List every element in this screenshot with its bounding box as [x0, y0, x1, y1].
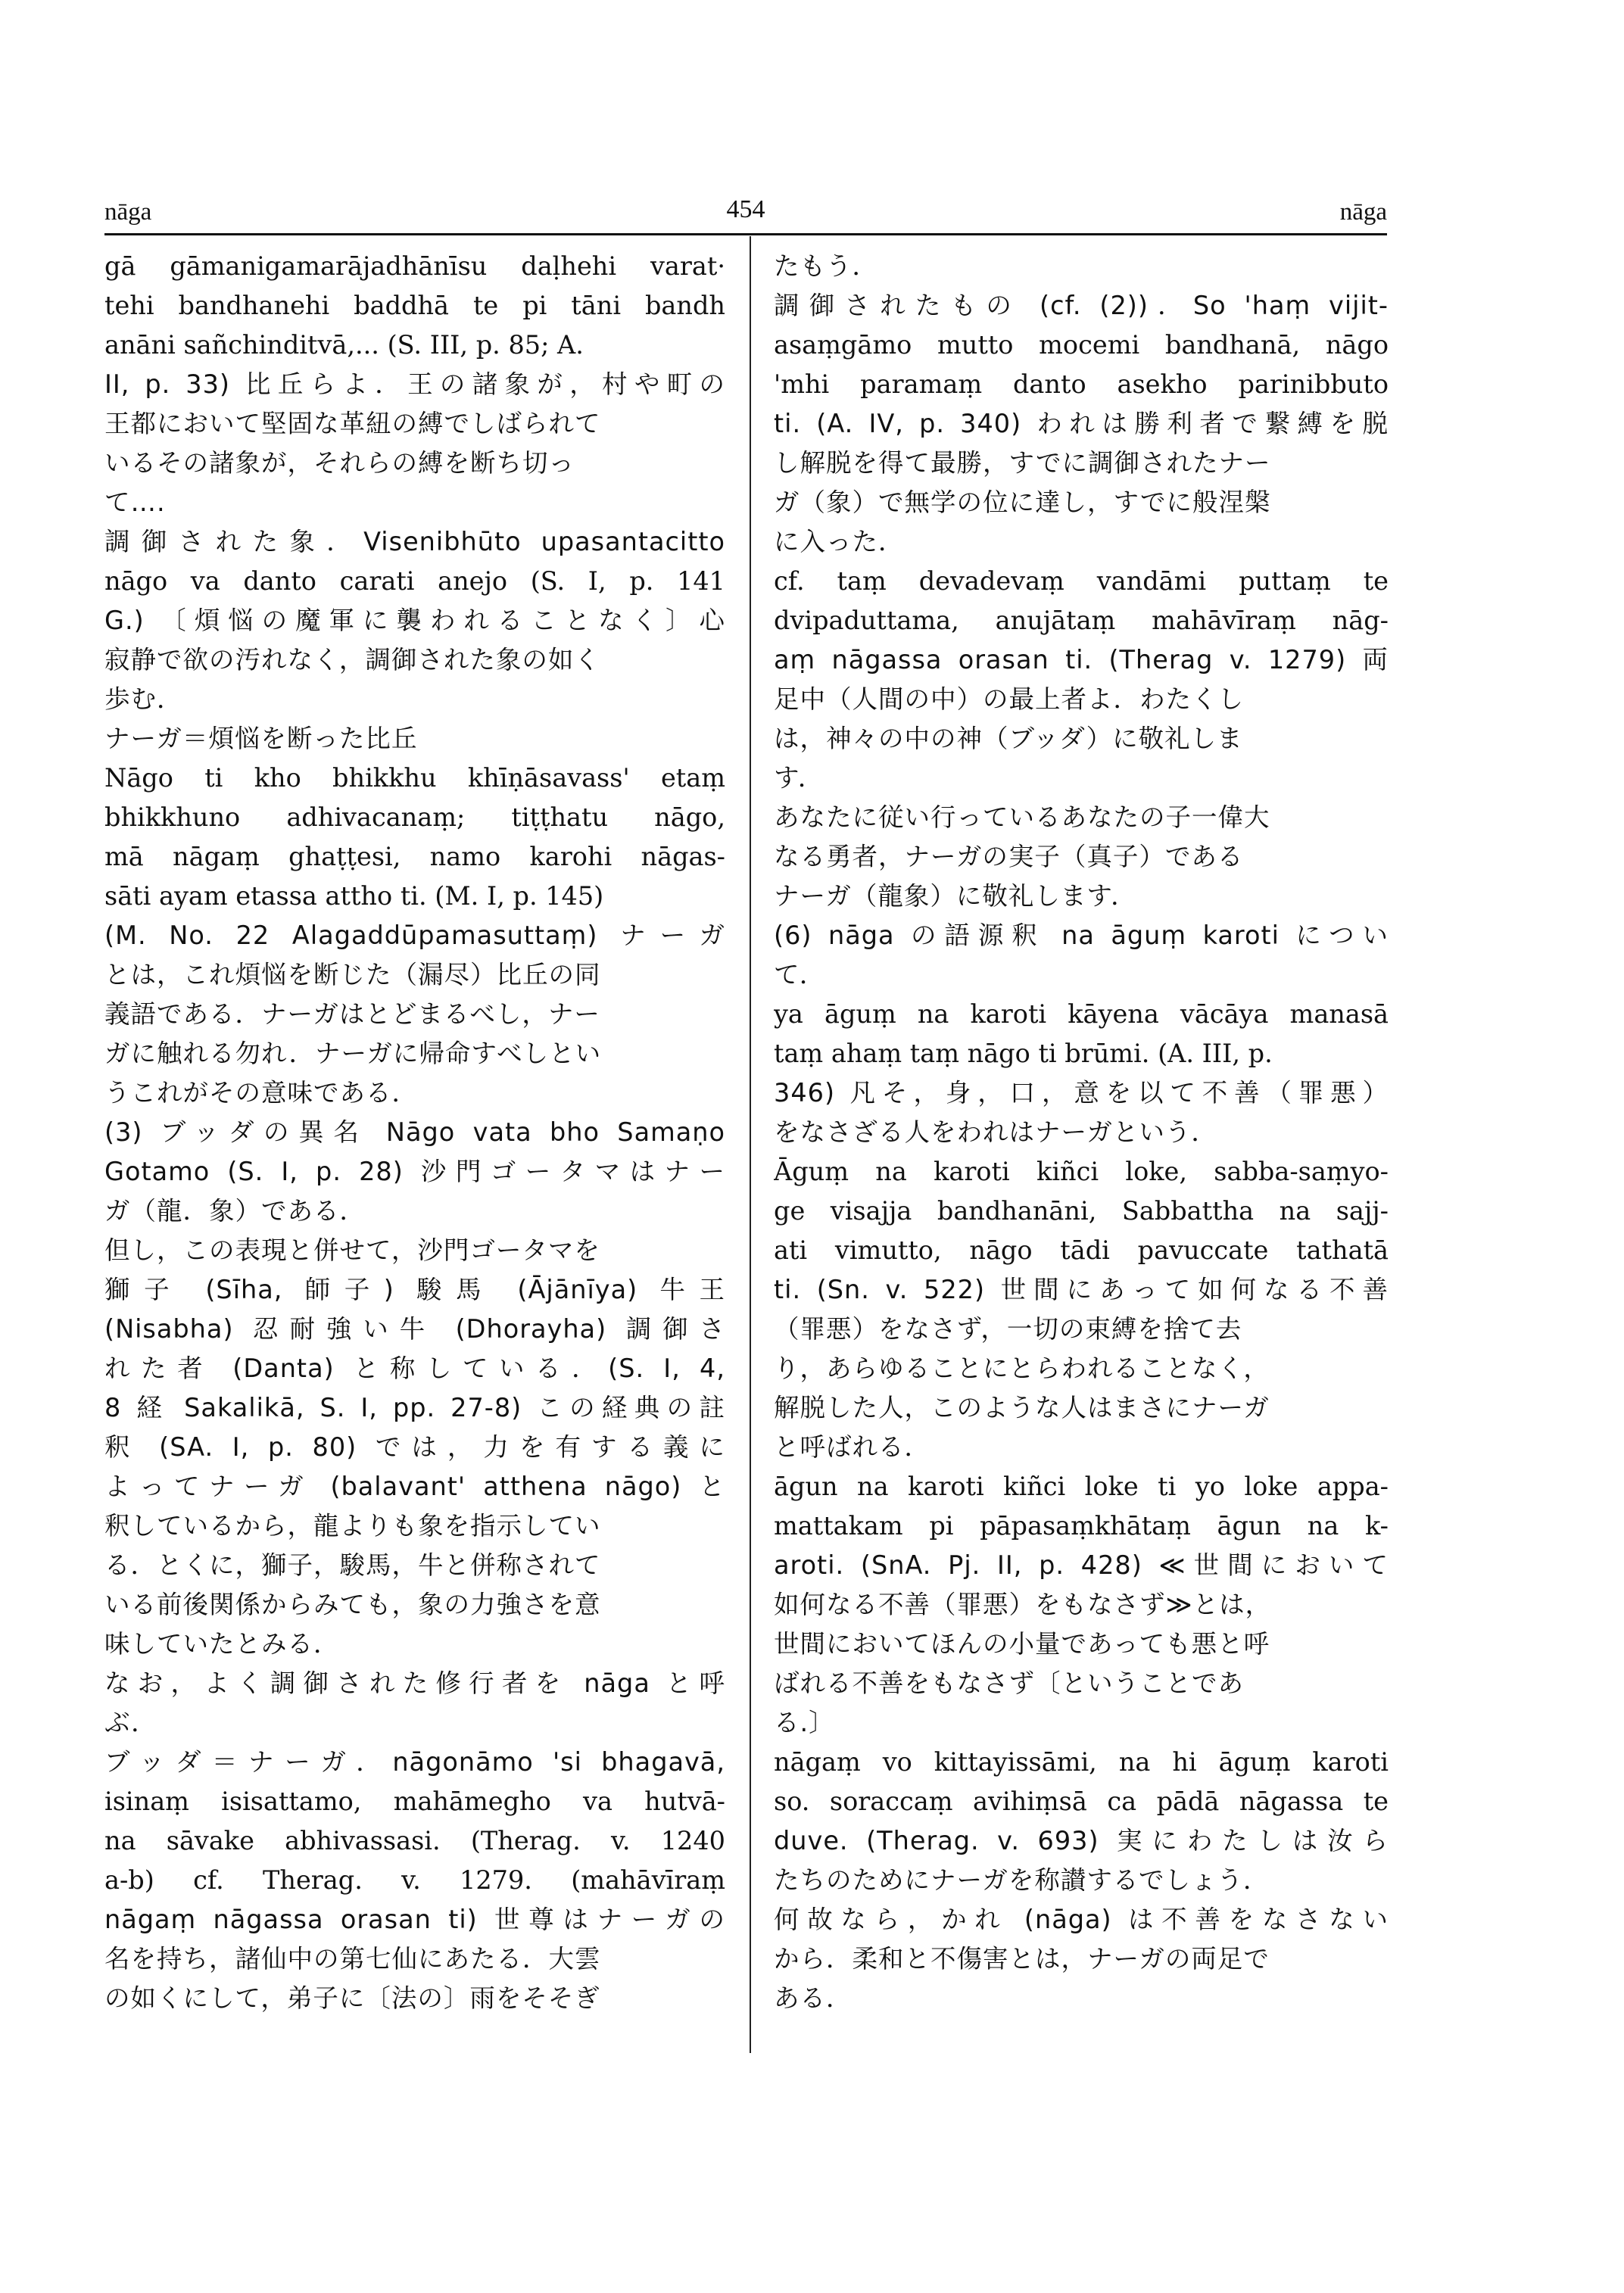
- right-column-line: は，神々の中の神（ブッダ）に敬礼しま: [774, 724, 1243, 753]
- page-number: 454: [726, 195, 765, 223]
- right-column-line: をなさざる人をわれはナーガという．: [774, 1117, 1217, 1147]
- left-column-line: て….: [104, 488, 166, 517]
- left-column-line: ガに触れる勿れ．ナーガに帰命すべしとい: [104, 1039, 602, 1068]
- right-column-line: 'mhi paramaṃ danto asekho parinibbuto: [774, 369, 1389, 399]
- right-column-line: duve. (Therag. v. 693) 実にわたしは汝ら: [774, 1826, 1389, 1855]
- left-column-line: なお，よく調御された修行者を nāga と呼: [104, 1668, 725, 1698]
- left-column-line: nāgo va danto carati anejo (S. I, p. 141: [104, 566, 725, 596]
- left-column: [104, 247, 725, 2018]
- left-column-line: 義語である．ナーガはとどまるべし，ナー: [104, 999, 600, 1029]
- left-column-line: ガ（龍．象）である．: [104, 1196, 366, 1226]
- right-column: [774, 247, 1389, 2018]
- right-column-line: ばれる不善をもなさず〔ということであ: [774, 1668, 1244, 1698]
- column-divider: [750, 236, 751, 2053]
- right-column-line: asaṃgāmo mutto mocemi bandhanā, nāgo: [774, 330, 1389, 360]
- left-column-line: いるその諸象が，それらの縛を断ち切っ: [104, 448, 575, 478]
- left-column-line: とは，これ煩悩を断じた（漏尽）比丘の同: [104, 960, 601, 989]
- left-column-line: Nāgo ti kho bhikkhu khīṇāsavass' etaṃ: [104, 763, 725, 793]
- right-column-line: 世間においてほんの小量であっても悪と呼: [774, 1629, 1270, 1659]
- right-column-line: ti. (A. IV, p. 340) われは勝利者で繋縛を脱: [774, 409, 1389, 438]
- right-column-line: aroti. (SnA. Pj. II, p. 428) ≪世間において: [774, 1550, 1389, 1580]
- left-column-line: anāni sañchinditvā,... (S. III, p. 85; A.: [104, 330, 584, 360]
- left-column-line: tehi bandhanehi baddhā te pi tāni bandh: [104, 291, 725, 320]
- left-column-line: gā gāmanigamarājadhānīsu daḷhehi varat·: [104, 251, 725, 281]
- running-head-left: nāga: [104, 198, 152, 226]
- left-column-line: 獅子 (Sīha, 師子) 駿馬 (Ājānīya) 牛王: [104, 1275, 725, 1304]
- left-column-line: れた者 (Danta) と称している．(S. I, 4,: [104, 1354, 725, 1383]
- right-column-line: 346) 凡そ，身，口，意を以て不善（罪悪）: [774, 1078, 1389, 1108]
- left-column-line: る．とくに，獅子，駿馬，牛と併称されて: [104, 1550, 601, 1580]
- right-column-line: 解脱した人，このような人はまさにナーガ: [774, 1393, 1270, 1422]
- right-column-line: たもう．: [774, 251, 878, 281]
- left-column-line: 調御された象．Visenibhūto upasantacitto: [104, 527, 725, 556]
- left-column-line: mā nāgaṃ ghaṭṭesi, namo karohi nāgas-: [104, 842, 725, 871]
- right-column-line: たちのためにナーガを称讃するでしょう．: [774, 1865, 1270, 1895]
- left-column-line: よってナーガ (balavant' atthena nāgo) と: [104, 1472, 725, 1501]
- left-column-line: 寂静で欲の汚れなく，調御された象の如く: [104, 645, 600, 675]
- left-column-line: II, p. 33) 比丘らよ．王の諸象が，村や町の: [104, 369, 725, 399]
- right-column-line: （罪悪）をなさず，一切の束縛を捨て去: [774, 1314, 1242, 1344]
- right-column-line: 調御されたもの (cf. (2))．So 'haṃ vijit-: [774, 291, 1389, 320]
- left-column-line: ぶ．: [104, 1708, 157, 1737]
- left-column-line: G.) 〔煩悩の魔軍に襲われることなく〕心: [104, 606, 725, 635]
- right-column-line: ge visajja bandhanāni, Sabbattha na sajj-: [774, 1196, 1389, 1226]
- right-column-line: し解脱を得て最勝，すでに調御されたナー: [774, 448, 1271, 478]
- left-column-line: 味していたとみる．: [104, 1629, 340, 1659]
- left-column-line: ナーガ＝煩悩を断った比丘: [104, 724, 418, 753]
- left-column-line: isinaṃ isisattamo, mahāmegho va hutvā-: [104, 1787, 725, 1816]
- left-column-line: 歩む．: [104, 684, 183, 714]
- right-column-line: cf. taṃ devadevaṃ vandāmi puttaṃ te: [774, 566, 1389, 596]
- left-column-line: いる前後関係からみても，象の力強さを意: [104, 1590, 601, 1619]
- right-column-line: (6) nāga の語源釈 na āguṃ karoti につい: [774, 921, 1389, 950]
- left-column-line: 王都において堅固な革紐の縛でしばられて: [104, 409, 601, 438]
- left-column-line: bhikkhuno adhivacanaṃ; tiṭṭhatu nāgo,: [104, 802, 725, 832]
- left-column-line: の如くにして，弟子に〔法の〕雨をそそぎ: [104, 1983, 600, 2013]
- page-header: [104, 191, 1387, 236]
- right-column-line: aṃ nāgassa orasan ti. (Therag v. 1279) 両: [774, 645, 1389, 675]
- right-column-line: り，あらゆることにとらわれることなく，: [774, 1354, 1270, 1383]
- right-column-line: nāgaṃ vo kittayissāmi, na hi āguṃ karoti: [774, 1747, 1389, 1777]
- right-column-line: す．: [774, 763, 824, 793]
- right-column-line: ti. (Sn. v. 522) 世間にあって如何なる不善: [774, 1275, 1389, 1304]
- right-column-line: に入った．: [774, 527, 905, 556]
- left-column-line: (3) ブッダの異名 Nāgo vata bho Samaṇo: [104, 1117, 725, 1147]
- left-column-line: a-b) cf. Therag. v. 1279. (mahāvīraṃ: [104, 1865, 725, 1895]
- right-column-line: ati vimutto, nāgo tādi pavuccate tathatā: [774, 1235, 1389, 1265]
- left-column-line: 8 経 Sakalikā, S. I, pp. 27-8) この経典の註: [104, 1393, 725, 1422]
- left-column-line: sāti ayam etassa attho ti. (M. I, p. 145): [104, 881, 604, 911]
- right-column-line: āgun na karoti kiñci loke ti yo loke appa-: [774, 1472, 1389, 1501]
- left-column-line: (M. No. 22 Alagaddūpamasuttaṃ) ナーガ: [104, 921, 725, 950]
- left-column-line: うこれがその意味である．: [104, 1078, 418, 1108]
- right-column-line: から．柔和と不傷害とは，ナーガの両足で: [774, 1944, 1270, 1974]
- right-column-line: なる勇者，ナーガの実子（真子）である: [774, 842, 1244, 871]
- left-column-line: ブッダ＝ナーガ．nāgonāmo 'si bhagavā,: [104, 1747, 725, 1777]
- left-column-line: na sāvake abhivassasi. (Therag. v. 1240: [104, 1826, 725, 1855]
- right-column-line: Āguṃ na karoti kiñci loke, sabba-saṃyo-: [774, 1157, 1389, 1186]
- right-column-line: 何故なら，かれ (nāga) は不善をなさない: [774, 1905, 1389, 1934]
- right-column-line: 如何なる不善（罪悪）をもなさず≫とは，: [774, 1590, 1272, 1619]
- header-rule: [104, 233, 1387, 235]
- left-column-line: 但し，この表現と併せて，沙門ゴータマを: [104, 1235, 600, 1265]
- running-head-right: nāga: [1339, 198, 1387, 226]
- right-column-line: 足中（人間の中）の最上者よ．わたくし: [774, 684, 1244, 714]
- left-column-line: Gotamo (S. I, p. 28) 沙門ゴータマはナー: [104, 1157, 725, 1186]
- right-column-line: dvipaduttama, anujātaṃ mahāvīraṃ nāg-: [774, 606, 1389, 635]
- left-column-line: (Nisabha) 忍耐強い牛 (Dhorayha) 調御さ: [104, 1314, 725, 1344]
- left-column-line: 釈しているから，龍よりも象を指示してい: [104, 1511, 601, 1541]
- left-column-line: 釈 (SA. I, p. 80) では，力を有する義に: [104, 1432, 725, 1462]
- right-column-line: mattakam pi pāpasaṃkhātaṃ āgun na k-: [774, 1511, 1389, 1541]
- right-column-line: so. soraccaṃ avihiṃsā ca pādā nāgassa te: [774, 1787, 1389, 1816]
- left-column-line: nāgaṃ nāgassa orasan ti) 世尊はナーガの: [104, 1905, 725, 1934]
- left-column-line: 名を持ち，諸仙中の第七仙にあたる．大雲: [104, 1944, 601, 1974]
- right-column-line: ガ（象）で無学の位に達し，すでに般涅槃: [774, 488, 1271, 517]
- right-column-line: taṃ ahaṃ taṃ nāgo ti brūmi. (A. III, p.: [774, 1039, 1273, 1068]
- right-column-line: ある．: [774, 1983, 853, 2013]
- right-column-line: る.〕: [774, 1708, 835, 1737]
- right-column-line: と呼ばれる．: [774, 1432, 930, 1462]
- right-column-line: ya āguṃ na karoti kāyena vācāya manasā: [774, 999, 1389, 1029]
- right-column-line: あなたに従い行っているあなたの子一偉大: [774, 802, 1270, 832]
- right-column-line: て．: [774, 960, 826, 989]
- right-column-line: ナーガ（龍象）に敬礼します．: [774, 881, 1137, 911]
